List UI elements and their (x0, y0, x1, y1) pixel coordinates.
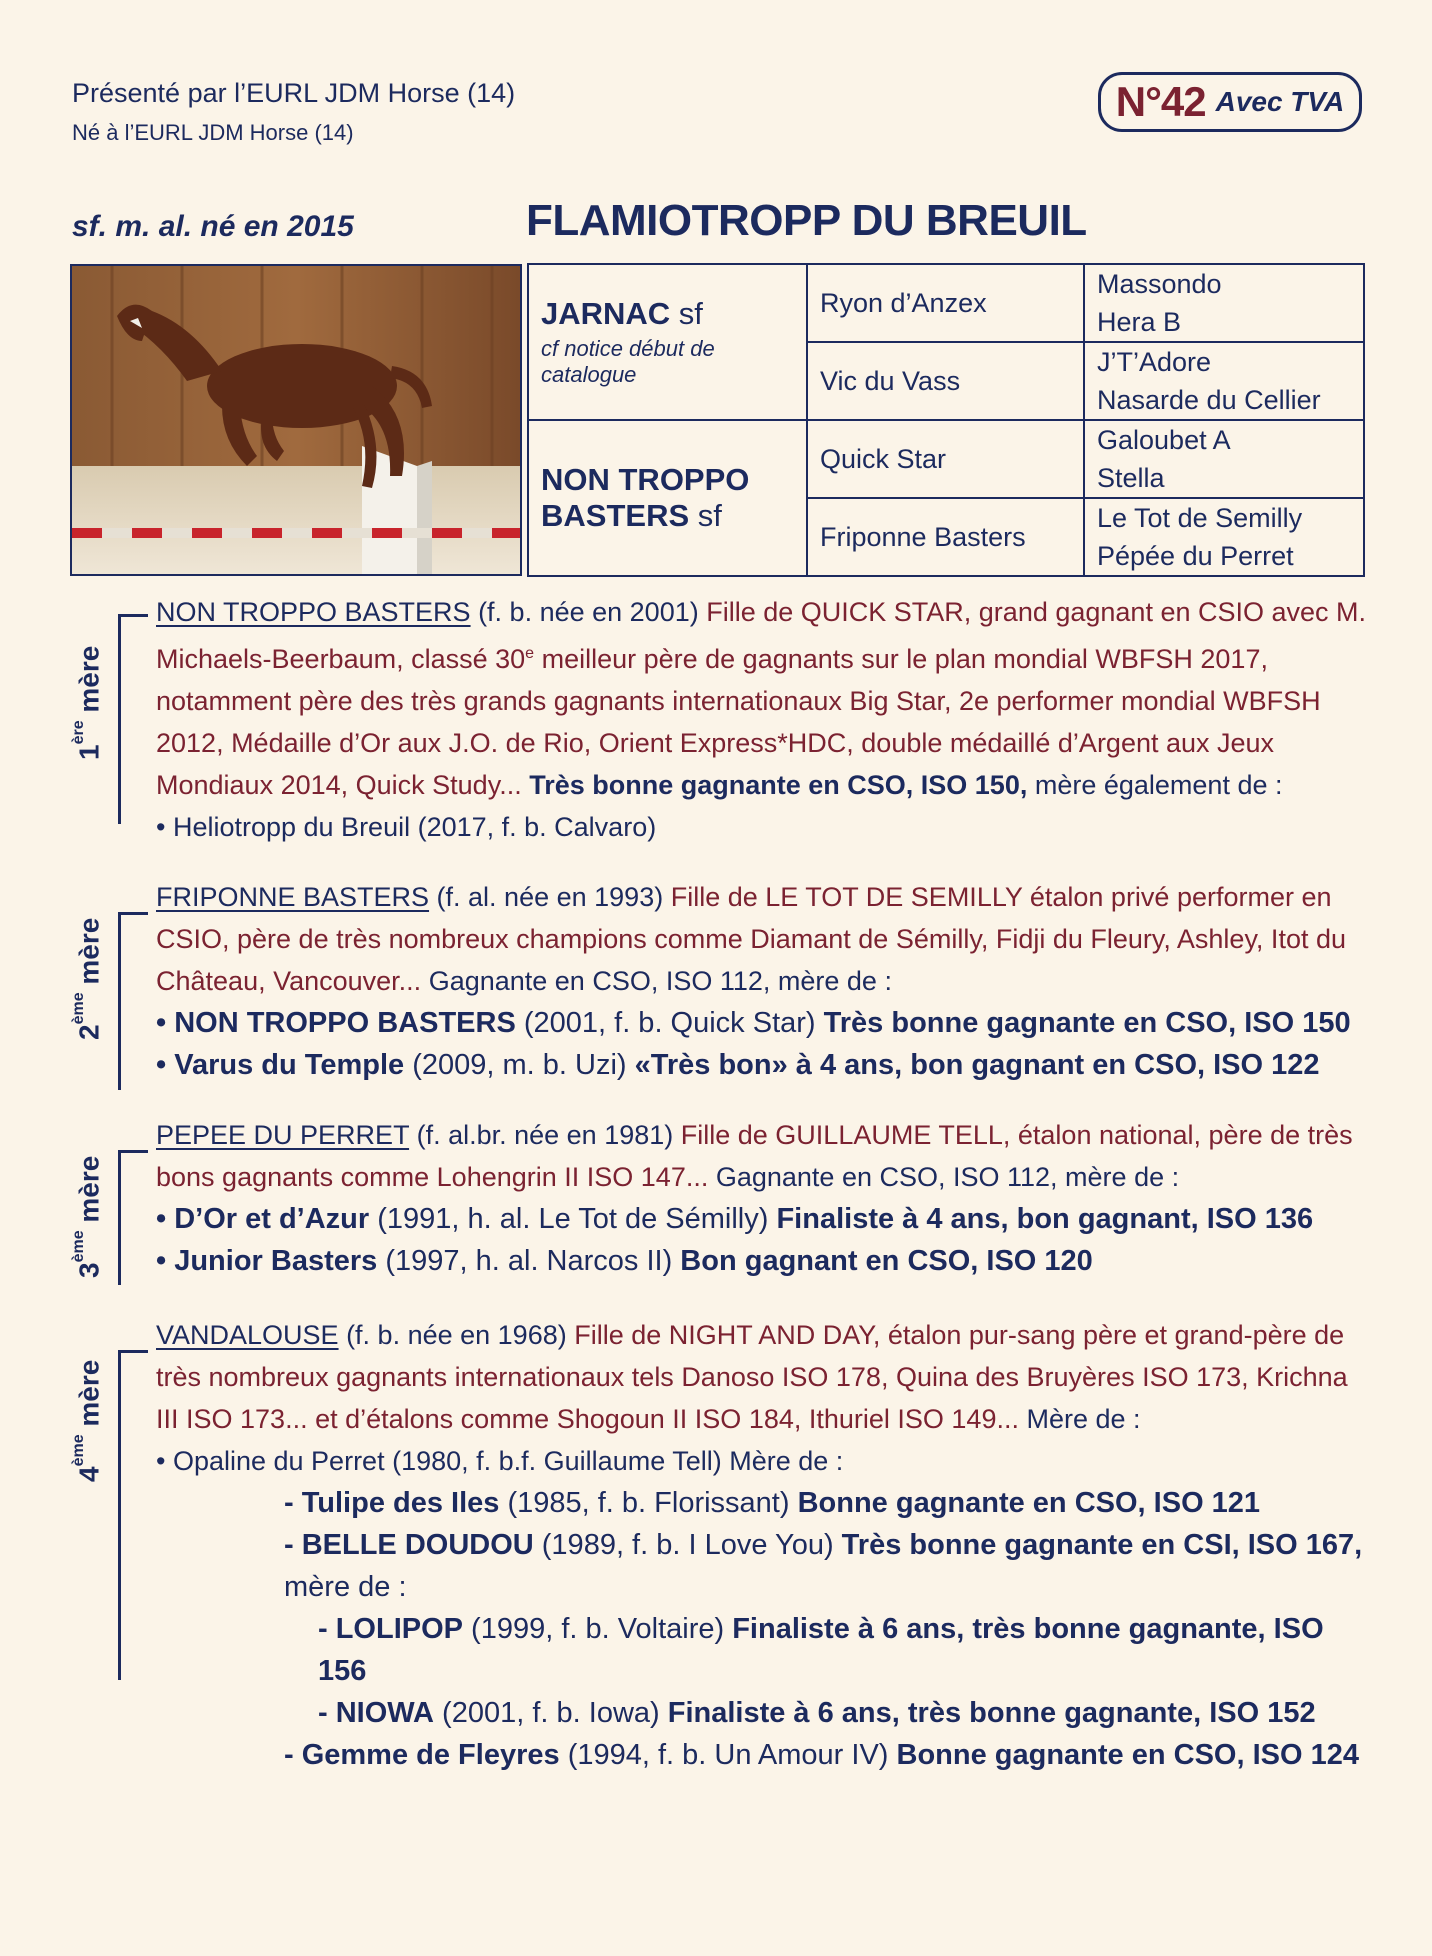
dam-2-offspring-1: • NON TROPPO BASTERS (2001, f. b. Quick Star) Très bonne gagnante en CSO, ISO 150 (156, 1007, 1351, 1039)
horse-photo (70, 264, 522, 576)
grandparent-1: Ryon d’Anzex (807, 264, 1084, 342)
pedigree-table (527, 263, 1365, 577)
lot-number: N°42 (1115, 78, 1206, 125)
dam-3-description: Fille de GUILLAUME TELL, étalon national, père de très bons gagnants comme Lohengrin II ISO 147... (156, 1120, 1353, 1192)
dam-cell (528, 420, 807, 576)
dam-3-info: (f. al.br. née en 1981) (409, 1120, 681, 1150)
dam-1-offspring: • Heliotropp du Breuil (2017, f. b. Calvaro) (156, 812, 657, 842)
dam-4-grand-offspring-1: - Tulipe des Iles (1985, f. b. Florissant) Bonne gagnante en CSO, ISO 121 (284, 1487, 1261, 1519)
great-grandparents-3 (1084, 420, 1364, 498)
dam-4-bracket (118, 1350, 148, 1680)
dam-1-name: NON TROPPO BASTERS (156, 597, 471, 627)
horse-description: sf. m. al. né en 2015 (72, 210, 354, 243)
dam-4-great-grand-offspring-2: - NIOWA (2001, f. b. Iowa) Finaliste à 6 ans, très bonne gagnante, ISO 152 (318, 1697, 1316, 1729)
dam-1-section: NON TROPPO BASTERS (f. b. née en 2001) Fille de QUICK STAR, grand gagnant en CSIO avec M. Michaels-Beerbaum, classé 30e meilleur père de gagnants sur le plan mondial WBFSH 2017, notamment père des très grands gagnants internationaux Big Star, 2e performer mondial WBFSH 2012, Médaille d’Or aux J.O. de Rio, Orient Express*HDC, double médaillé d’Argent aux Jeux Mondiaux 2014, Quick Study... Très bonne gagnante en CSO, ISO 150, mère également de : • Heliotropp du Breuil (2017, f. b. Calvaro) (156, 591, 1368, 848)
grandparent-4: Friponne Basters (807, 498, 1084, 576)
dam-4-info: (f. b. née en 1968) (338, 1320, 575, 1350)
dam-1-label: 1ère mère (70, 645, 105, 760)
dam-4-name: VANDALOUSE (156, 1320, 339, 1350)
dam-2-tail: Gagnante en CSO, ISO 112, mère de : (421, 966, 892, 996)
great-grandparent: Pépée du Perret (1097, 541, 1294, 571)
dam-4-grand-offspring-2: - BELLE DOUDOU (1989, f. b. I Love You) Très bonne gagnante en CSI, ISO 167, mère de : (284, 1529, 1363, 1603)
dam-1-tail: mère également de : (1027, 770, 1283, 800)
great-grandparent: Stella (1097, 463, 1165, 493)
dam-name: NON TROPPO BASTERS (541, 462, 750, 533)
great-grandparent: Galoubet A (1097, 425, 1231, 455)
great-grandparents-2 (1084, 342, 1364, 420)
dam-breed: sf (689, 498, 722, 533)
great-grandparent: Massondo (1097, 269, 1222, 299)
dam-2-section (156, 876, 1368, 1086)
great-grandparents-4 (1084, 498, 1364, 576)
horse-name: FLAMIOTROPP DU BREUIL (526, 196, 1087, 245)
dam-4-grand-offspring-3: - Gemme de Fleyres (1994, f. b. Un Amour IV) Bonne gagnante en CSO, ISO 124 (284, 1739, 1360, 1771)
dam-4-tail: Mère de : (1018, 1404, 1141, 1434)
lot-badge (1098, 72, 1362, 132)
dam-4-great-grand-offspring-1: - LOLIPOP (1999, f. b. Voltaire) Finaliste à 6 ans, très bonne gagnante, ISO 156 (318, 1613, 1324, 1687)
born-at: Né à l’EURL JDM Horse (14) (72, 120, 354, 145)
dam-1-description-cont: meilleur père de gagnants sur le plan mondial WBFSH 2017, notamment père des très grands gagnants internationaux Big Star, 2e performer mondial WBFSH 2012, Médaille d’Or aux J.O. de Rio, Orient Express*HDC, double médaillé d’Argent aux Jeux Mondiaux 2014, Quick Study... (156, 644, 1321, 800)
dam-3-offspring-1: • D’Or et d’Azur (1991, h. al. Le Tot de Sémilly) Finaliste à 4 ans, bon gagnant, ISO 136 (156, 1203, 1314, 1235)
dam-3-tail: Gagnante en CSO, ISO 112, mère de : (708, 1162, 1180, 1192)
dam-3-label: 3ème mère (70, 1155, 105, 1278)
presented-by: Présenté par l’EURL JDM Horse (14) (72, 78, 516, 108)
sire-breed: sf (670, 296, 703, 331)
sire-cell (528, 264, 807, 420)
dam-2-bracket (118, 912, 148, 1090)
dam-3-offspring-2: • Junior Basters (1997, h. al. Narcos II) Bon gagnant en CSO, ISO 120 (156, 1245, 1093, 1277)
dam-2-description: Fille de LE TOT DE SEMILLY étalon privé performer en CSIO, père de très nombreux champions comme Diamant de Sémilly, Fidji du Fleury, Ashley, Itot du Château, Vancouver... (156, 882, 1346, 996)
dam-1-description: Fille de QUICK STAR, grand gagnant en CSIO avec M. Michaels-Beerbaum, classé 30 (156, 597, 1367, 674)
lot-vat: Avec TVA (1215, 86, 1345, 117)
dam-3-bracket (118, 1150, 148, 1285)
dam-4-offspring-1: • Opaline du Perret (1980, f. b.f. Guillaume Tell) Mère de : (156, 1446, 844, 1476)
grandparent-2: Vic du Vass (807, 342, 1084, 420)
dam-4-description: Fille de NIGHT AND DAY, étalon pur-sang père et grand-père de très nombreux gagnants internationaux tels Danoso ISO 178, Quina des Bruyères ISO 173, Krichna III ISO 173... et d’étalons comme Shogoun II ISO 184, Ithuriel ISO 149... (156, 1320, 1348, 1434)
dam-2-info: (f. al. née en 1993) (429, 882, 671, 912)
dam-2-name: FRIPONNE BASTERS (156, 882, 430, 912)
dam-4-section (156, 1314, 1368, 1776)
great-grandparent: J’T’Adore (1097, 347, 1212, 377)
dam-3-name: PEPEE DU PERRET (156, 1120, 410, 1150)
dam-1-performance: Très bonne gagnante en CSO, ISO 150, (529, 770, 1028, 800)
horse-jumping-illustration (72, 266, 520, 574)
sire-note: cf notice début de catalogue (541, 336, 715, 387)
great-grandparent: Le Tot de Semilly (1097, 503, 1303, 533)
dam-1-info: (f. b. née en 2001) (470, 597, 707, 627)
dam-4-label: 4ème mère (70, 1359, 105, 1482)
grandparent-3: Quick Star (807, 420, 1084, 498)
dam-2-offspring-2: • Varus du Temple (2009, m. b. Uzi) «Très bon» à 4 ans, bon gagnant en CSO, ISO 122 (156, 1049, 1320, 1081)
dam-2-label: 2ème mère (70, 917, 105, 1040)
dam-1-bracket (118, 614, 148, 824)
dam-3-section (156, 1114, 1368, 1282)
great-grandparents-1 (1084, 264, 1364, 342)
great-grandparent: Hera B (1097, 307, 1182, 337)
sire-name: JARNAC (541, 296, 671, 331)
great-grandparent: Nasarde du Cellier (1097, 385, 1321, 415)
